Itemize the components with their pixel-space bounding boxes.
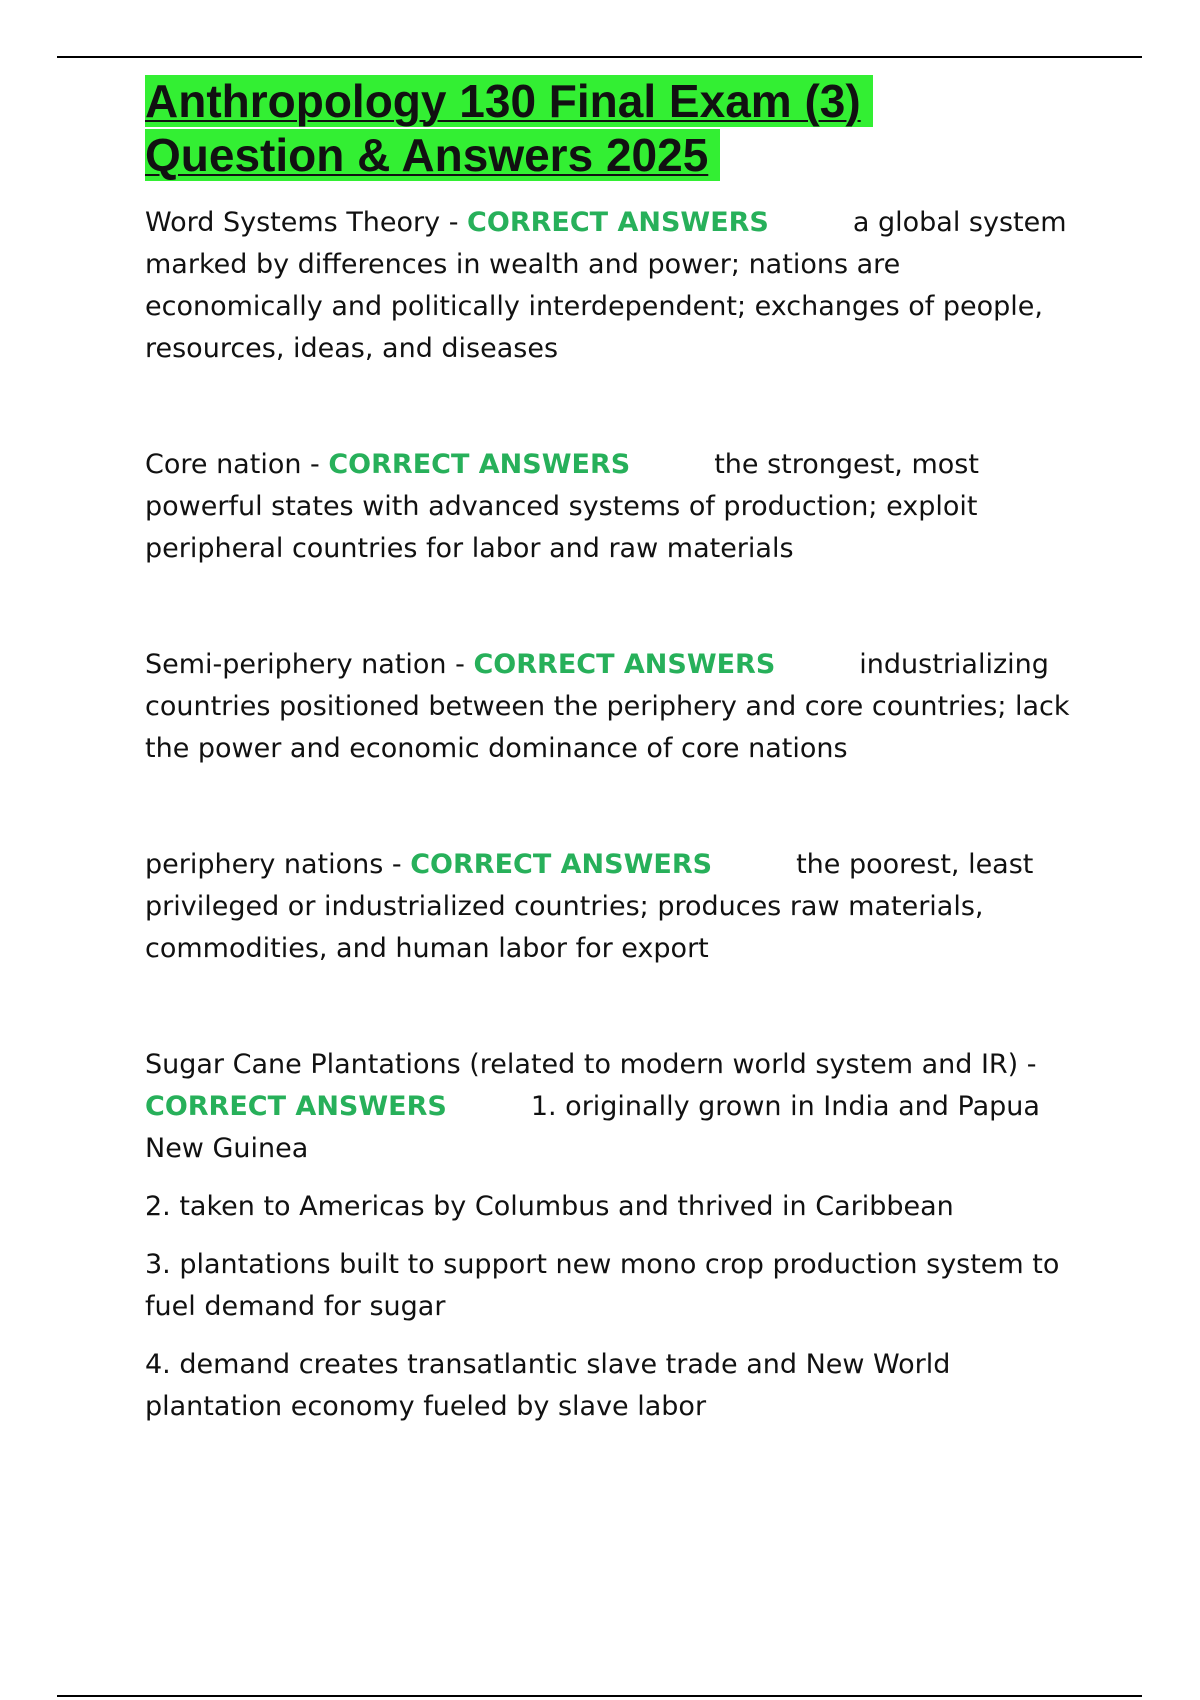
top-rule [57, 56, 1142, 58]
qa-term: Semi-periphery nation - [145, 649, 474, 680]
qa-term: periphery nations - [145, 849, 411, 880]
correct-answers-label: CORRECT ANSWERS [410, 849, 713, 880]
correct-answers-label: CORRECT ANSWERS [328, 449, 631, 480]
qa-item-world-systems [145, 202, 1085, 370]
correct-answers-label: CORRECT ANSWERS [145, 1091, 447, 1122]
document-title [145, 74, 1085, 182]
bottom-rule [57, 1695, 1142, 1697]
qa-definition: a global system marked by differences in wealth and power; nations are economically and politically interdependent; exchanges of people, resources, ideas, and diseases [145, 207, 1067, 364]
qa-term: Core nation - [145, 449, 329, 480]
qa-definition: industrializing countries positioned between the periphery and core countries; lack the power and economic dominance of core nations [145, 649, 1070, 764]
qa-item-periphery [145, 844, 1085, 970]
title-line-1: Anthropology 130 Final Exam (3) [145, 75, 873, 127]
correct-answers-label: CORRECT ANSWERS [467, 207, 769, 238]
qa-item-sugar-cane [145, 1044, 1085, 1428]
qa-item-semi-periphery [145, 644, 1085, 770]
correct-answers-label: CORRECT ANSWERS [473, 649, 776, 680]
sugar-point-4: 4. demand creates transatlantic slave trade and New World plantation economy fueled by slave labor [145, 1349, 951, 1422]
qa-term: Sugar Cane Plantations (related to modern world system and IR) - [145, 1049, 1037, 1080]
qa-definition: 1. originally grown in India and Papua New Guinea [145, 1091, 1040, 1164]
qa-definition: the poorest, least privileged or industrialized countries; produces raw materials, commodities, and human labor for export [145, 849, 1034, 964]
sugar-point-2: 2. taken to Americas by Columbus and thrived in Caribbean [145, 1191, 954, 1222]
qa-item-core-nation [145, 444, 1085, 570]
qa-term: Word Systems Theory - [145, 207, 468, 238]
sugar-point-3: 3. plantations built to support new mono crop production system to fuel demand for sugar [145, 1249, 1060, 1322]
qa-definition: the strongest, most powerful states with advanced systems of production; exploit peripheral countries for labor and raw materials [145, 449, 979, 564]
document-body [145, 74, 1085, 1428]
title-line-2: Question & Answers 2025 [145, 129, 720, 181]
